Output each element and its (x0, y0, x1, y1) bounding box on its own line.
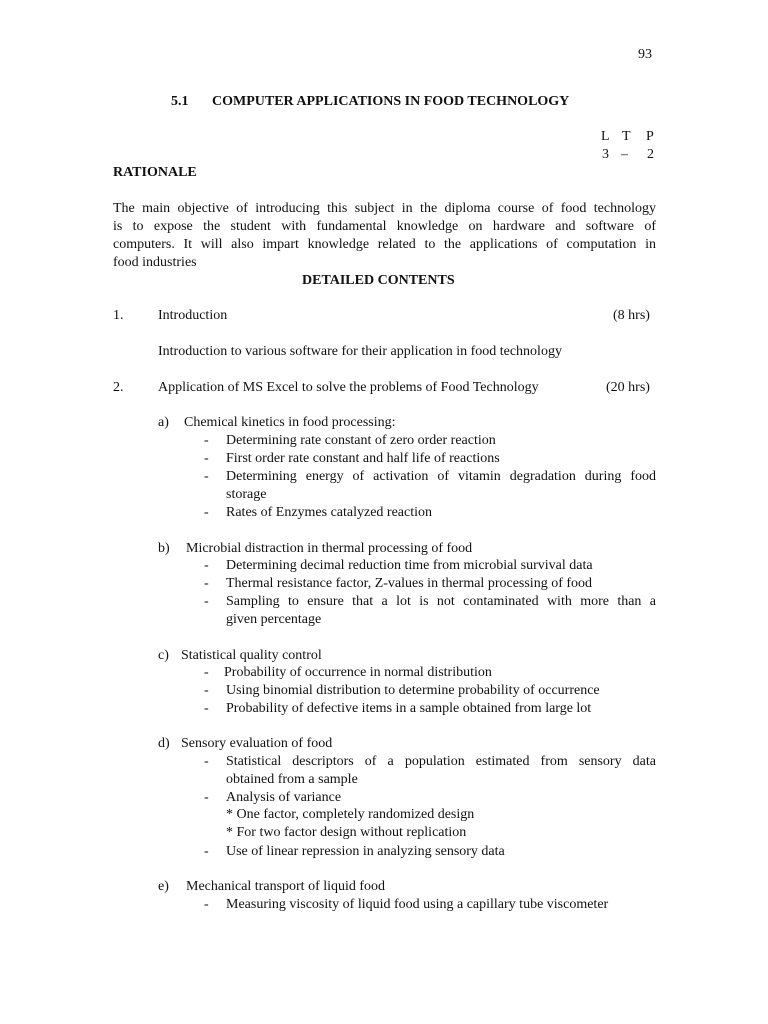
rationale-line: food industries (113, 255, 197, 270)
ltp-header-p: P (646, 129, 654, 144)
ltp-header-l: L (601, 129, 610, 144)
section-label: b) (158, 541, 170, 556)
list-item: Determining rate constant of zero order reaction (226, 433, 496, 448)
page-title: COMPUTER APPLICATIONS IN FOOD TECHNOLOGY (212, 94, 570, 109)
unit-title: Application of MS Excel to solve the problems of Food Technology (158, 380, 539, 395)
unit-hours: (8 hrs) (613, 308, 650, 323)
bullet-dash: - (204, 790, 209, 805)
section-label: a) (158, 415, 169, 430)
bullet-dash: - (204, 665, 209, 680)
section-title: Mechanical transport of liquid food (186, 879, 386, 894)
unit-number: 2. (113, 380, 124, 395)
bullet-dash: - (204, 451, 209, 466)
list-item-continuation: obtained from a sample (226, 772, 358, 787)
detailed-contents-heading: DETAILED CONTENTS (302, 273, 455, 288)
list-item: Probability of defective items in a sample obtained from large lot (226, 701, 592, 716)
bullet-dash: - (204, 558, 209, 573)
rationale-line: computers. It will also impart knowledge related to the applications of computation in (113, 237, 656, 252)
section-label: e) (158, 879, 169, 894)
section-label: c) (158, 648, 169, 663)
ltp-value-t: – (621, 147, 628, 162)
list-item: Analysis of variance (226, 790, 342, 805)
list-item-continuation: storage (226, 487, 267, 502)
rationale-line: The main objective of introducing this subject in the diploma course of food technology (113, 201, 656, 216)
ltp-value-p: 2 (647, 147, 654, 162)
bullet-dash: - (204, 701, 209, 716)
list-item: Statistical descriptors of a population estimated from sensory data (226, 754, 656, 769)
unit-number: 1. (113, 308, 124, 323)
section-title: Chemical kinetics in food processing: (184, 415, 396, 430)
bullet-dash: - (204, 505, 209, 520)
ltp-value-l: 3 (602, 147, 609, 162)
bullet-dash: - (204, 433, 209, 448)
section-title: Sensory evaluation of food (181, 736, 333, 751)
list-item: Determining energy of activation of vitamin degradation during food (226, 469, 656, 484)
list-subitem: * One factor, completely randomized design (226, 807, 475, 822)
list-item: Thermal resistance factor, Z-values in thermal processing of food (226, 576, 593, 591)
bullet-dash: - (204, 844, 209, 859)
bullet-dash: - (204, 594, 209, 609)
list-item-continuation: given percentage (226, 612, 322, 627)
rationale-line: is to expose the student with fundamental knowledge on hardware and software of (113, 219, 656, 234)
rationale-heading: RATIONALE (113, 165, 197, 180)
list-item: Probability of occurrence in normal distribution (224, 665, 492, 680)
section-label: d) (158, 736, 170, 751)
title-number: 5.1 (171, 94, 189, 109)
list-item: Rates of Enzymes catalyzed reaction (226, 505, 433, 520)
list-item: Using binomial distribution to determine probability of occurrence (226, 683, 600, 698)
bullet-dash: - (204, 897, 209, 912)
section-title: Statistical quality control (181, 648, 322, 663)
page-number: 93 (638, 47, 652, 62)
unit-description: Introduction to various software for their application in food technology (158, 344, 562, 359)
unit-hours: (20 hrs) (606, 380, 650, 395)
list-item: Sampling to ensure that a lot is not contaminated with more than a (226, 594, 656, 609)
bullet-dash: - (204, 576, 209, 591)
list-item: Measuring viscosity of liquid food using a capillary tube viscometer (226, 897, 609, 912)
list-item: Use of linear repression in analyzing sensory data (226, 844, 505, 859)
bullet-dash: - (204, 469, 209, 484)
section-title: Microbial distraction in thermal processing of food (186, 541, 473, 556)
rationale-paragraph (113, 200, 656, 272)
list-subitem: * For two factor design without replication (226, 825, 467, 840)
list-item: Determining decimal reduction time from microbial survival data (226, 558, 593, 573)
list-item: First order rate constant and half life of reactions (226, 451, 500, 466)
ltp-header-t: T (622, 129, 631, 144)
bullet-dash: - (204, 754, 209, 769)
unit-title: Introduction (158, 308, 228, 323)
bullet-dash: - (204, 683, 209, 698)
